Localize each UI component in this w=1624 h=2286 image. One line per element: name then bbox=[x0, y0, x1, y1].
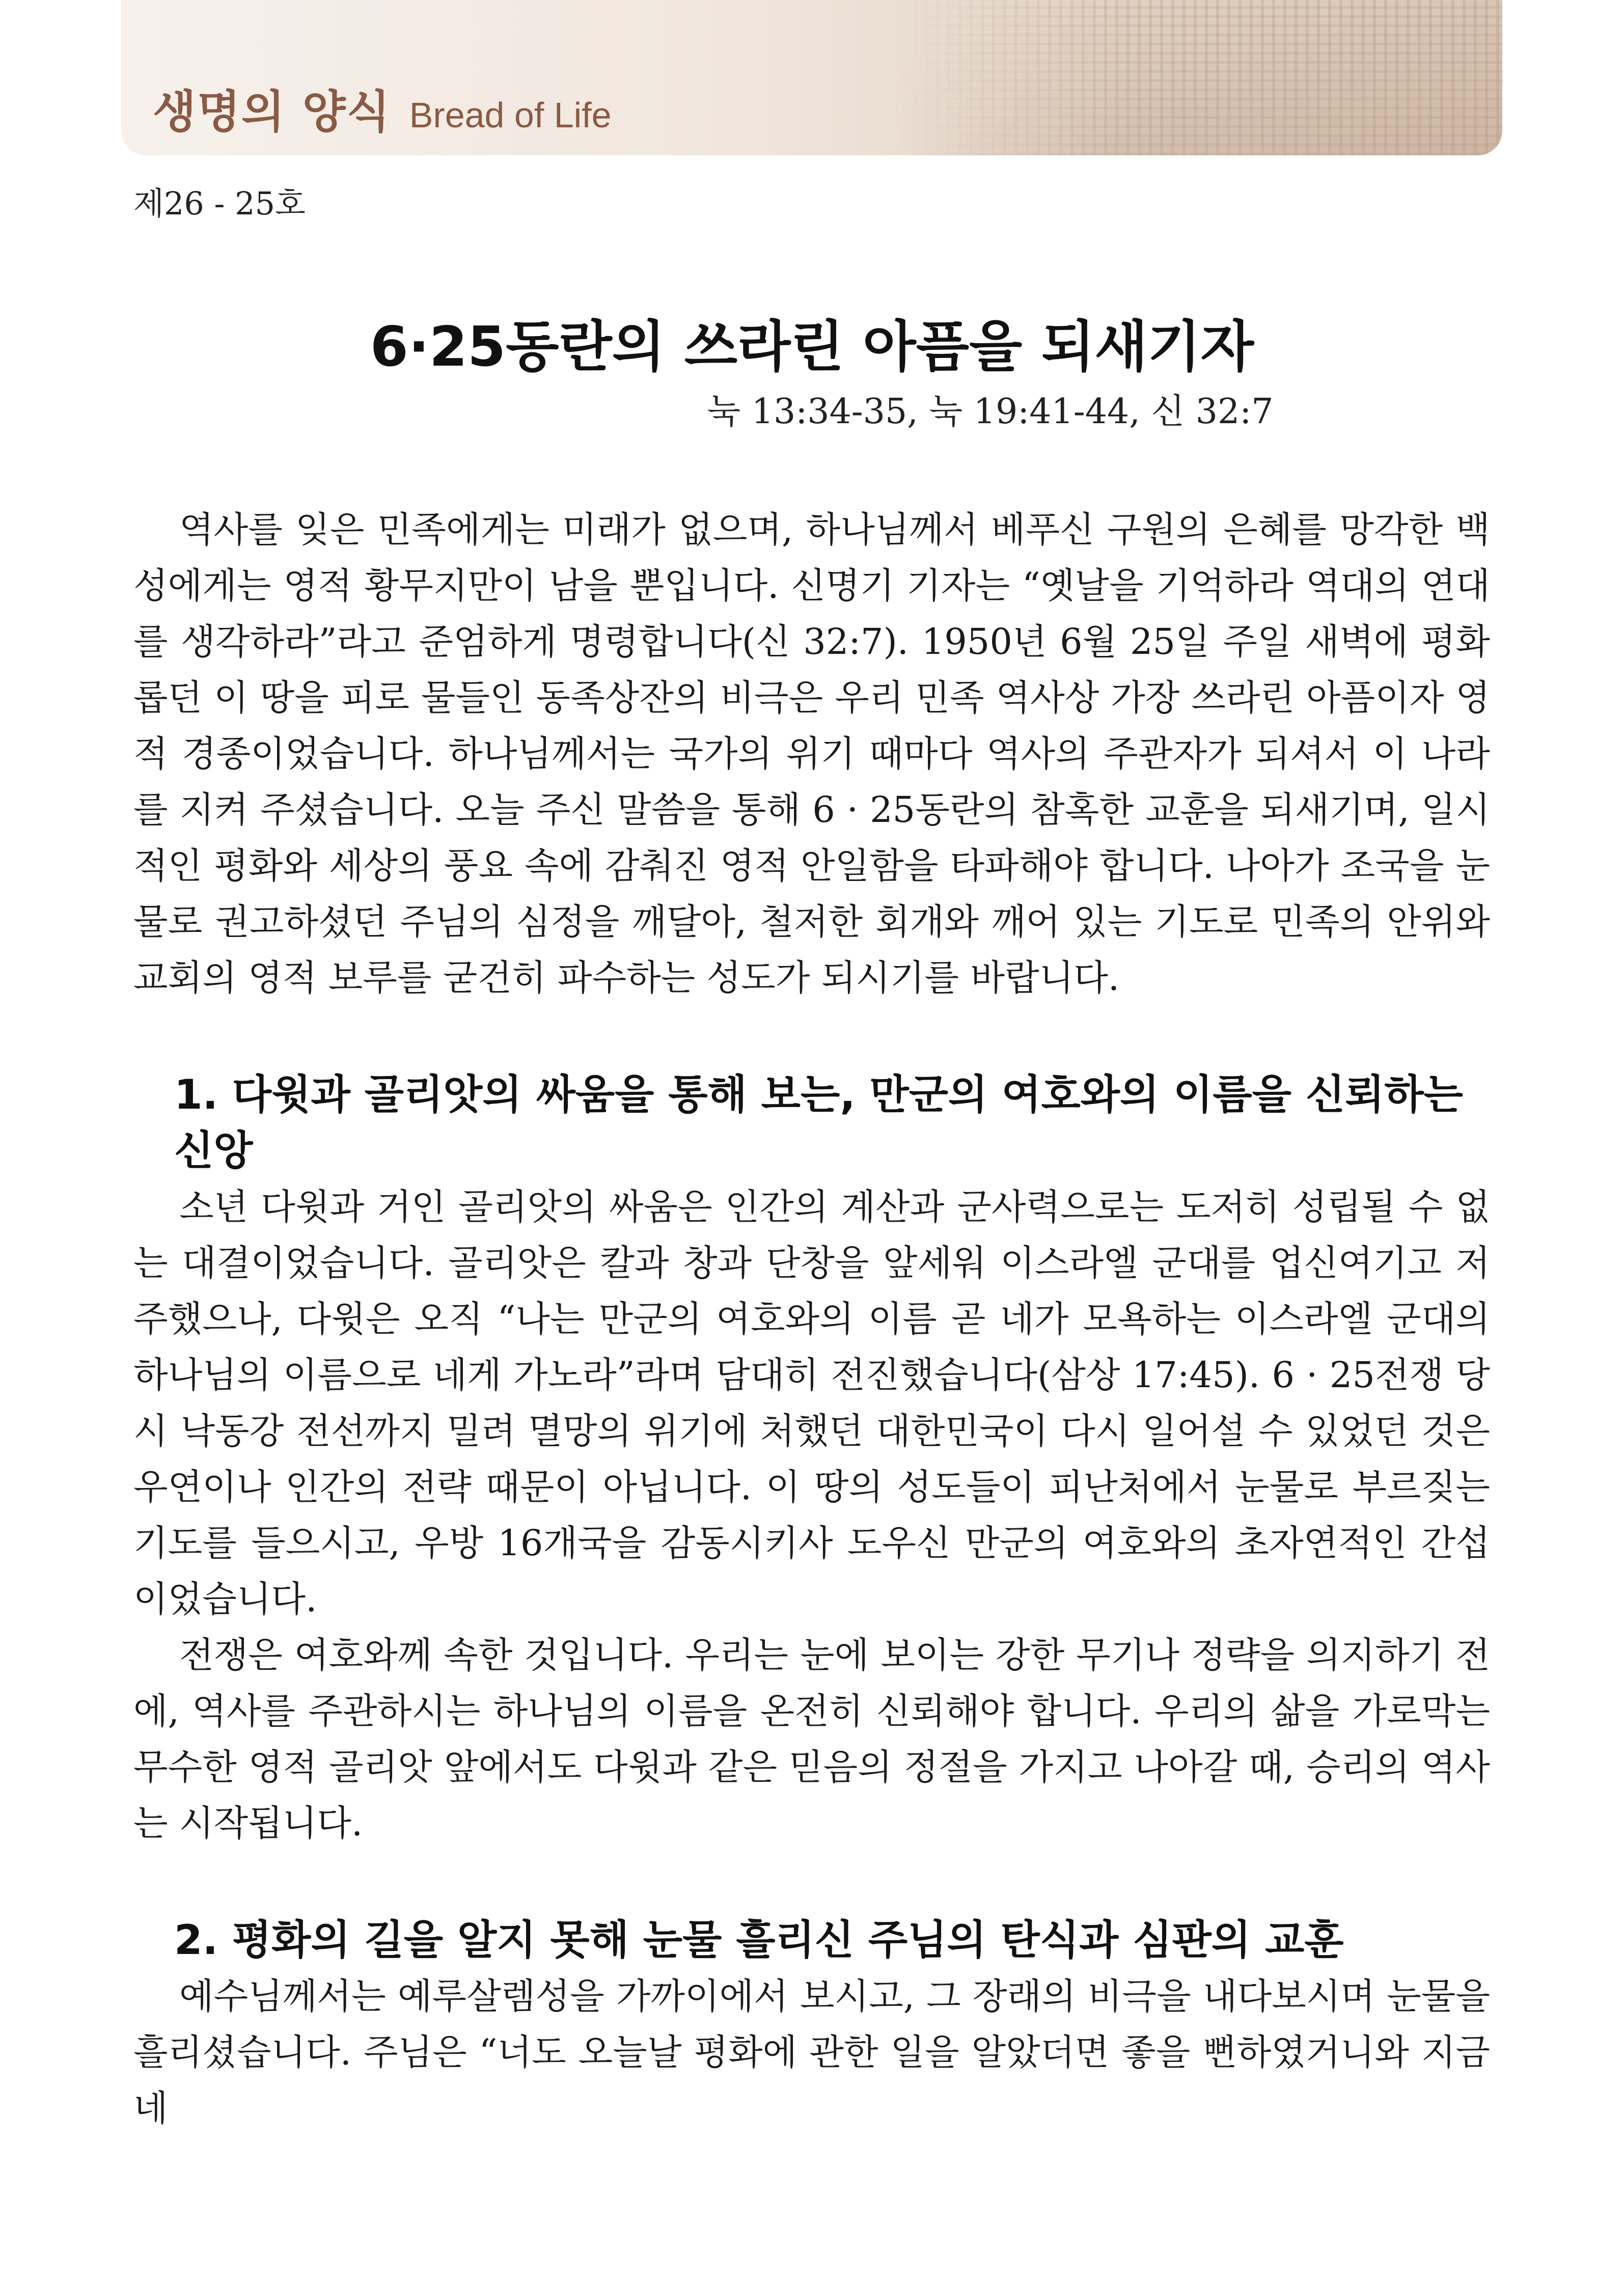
header-background-photo bbox=[891, 0, 1502, 155]
section-heading: 2. 평화의 길을 알지 못해 눈물 흘리신 주님의 탄식과 심판의 교훈 bbox=[174, 1916, 1344, 1964]
brand bbox=[153, 76, 612, 141]
brand-english-title: Bread of Life bbox=[409, 95, 612, 135]
section-heading: 1. 다윗과 골리앗의 싸움을 통해 보는, 만군의 여호와의 이름을 신뢰하는 신앙 bbox=[174, 1071, 1463, 1174]
brand-korean-title: 생명의 양식 bbox=[153, 86, 391, 138]
scripture-reference: 눅 13:34-35, 눅 19:41-44, 신 32:7 bbox=[707, 392, 1274, 432]
intro-paragraph: 역사를 잊은 민족에게는 미래가 없으며, 하나님께서 베푸신 구원의 은혜를 망각한 백성에게는 영적 황무지만이 남을 뿐입니다. 신명기 기자는 “옛날을 기억하라 역대의 연대를 생각하라”라고 준엄하게 명령합니다(신 32:7). 1950년 6월 25일 주일 새벽에 평화롭던 이 땅을 피로 물들인 동족상잔의 비극은 우리 민족 역사상 가장 쓰라린 아픔이자 영적 경종이었습니다. 하나님께서는 국가의 위기 때마다 역사의 주관자가 되셔서 이 나라를 지켜 주셨습니다. 오늘 주신 말씀을 통해 6 · 25동란의 참혹한 교훈을 되새기며, 일시적인 평화와 세상의 풍요 속에 감춰진 영적 안일함을 타파해야 합니다. 나아가 조국을 눈물로 권고하셨던 주님의 심정을 깨달아, 철저한 회개와 깨어 있는 기도로 민족의 안위와 교회의 영적 보루를 굳건히 파수하는 성도가 되시기를 바랍니다. bbox=[133, 509, 1490, 999]
sermon-body bbox=[133, 502, 1490, 2136]
section-paragraph: 전쟁은 여호와께 속한 것입니다. 우리는 눈에 보이는 강한 무기나 정략을 의지하기 전에, 역사를 주관하시는 하나님의 이름을 온전히 신뢰해야 합니다. 우리의 삶을 가로막는 무수한 영적 골리앗 앞에서도 다윗과 같은 믿음의 정절을 가지고 나아갈 때, 승리의 역사는 시작됩니다. bbox=[133, 1634, 1490, 1844]
sermon-title: 6·25동란의 쓰라린 아픔을 되새기자 bbox=[370, 315, 1254, 379]
issue-number: 제26 - 25호 bbox=[133, 185, 306, 222]
section-paragraph: 소년 다윗과 거인 골리앗의 싸움은 인간의 계산과 군사력으로는 도저히 성립될 수 없는 대결이었습니다. 골리앗은 칼과 창과 단창을 앞세워 이스라엘 군대를 업신여기고 저주했으나, 다윗은 오직 “나는 만군의 여호와의 이름 곧 네가 모욕하는 이스라엘 군대의 하나님의 이름으로 네게 가노라”라며 담대히 전진했습니다(삼상 17:45). 6 · 25전쟁 당시 낙동강 전선까지 밀려 멸망의 위기에 처했던 대한민국이 다시 일어설 수 있었던 것은 우연이나 인간의 전략 때문이 아닙니다. 이 땅의 성도들이 피난처에서 눈물로 부르짖는 기도를 들으시고, 우방 16개국을 감동시키사 도우신 만군의 여호와의 초자연적인 간섭이었습니다. bbox=[133, 1186, 1490, 1620]
section-paragraph: 예수님께서는 예루살렘성을 가까이에서 보시고, 그 장래의 비극을 내다보시며 눈물을 흘리셨습니다. 주님은 “너도 오늘날 평화에 관한 일을 알았더면 좋을 뻔하였거니와 지금 네 bbox=[133, 1975, 1490, 2129]
sermon-header bbox=[0, 316, 1624, 433]
